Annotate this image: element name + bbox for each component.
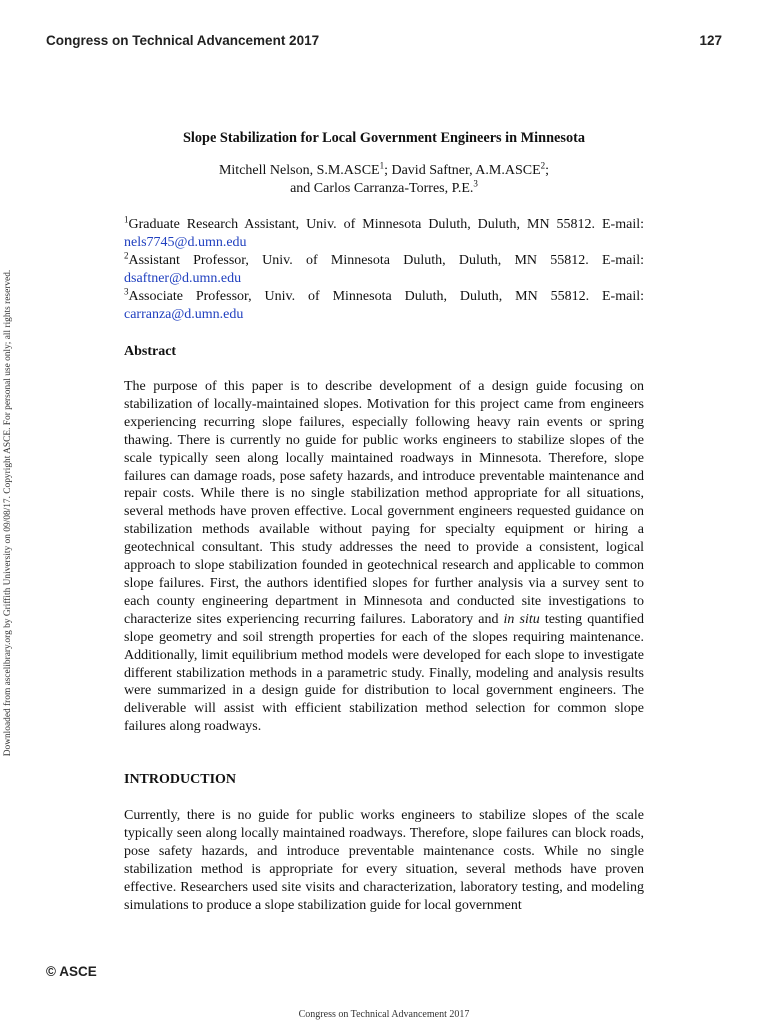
author-1-name: Mitchell Nelson, S.M.ASCE <box>218 163 380 178</box>
affiliation-1-email-link[interactable]: nels7745@d.umn.edu <box>124 235 247 250</box>
author-2-name: ; David Saftner, A.M.ASCE <box>384 163 541 178</box>
author-block <box>124 162 644 198</box>
abstract-body <box>124 378 644 736</box>
affiliation-1 <box>124 216 644 252</box>
paper-title: Slope Stabilization for Local Government Engineers in Minnesota <box>182 130 586 146</box>
affiliations <box>124 216 644 324</box>
author-3-name: and Carlos Carranza-Torres, P.E. <box>290 181 474 196</box>
affiliation-1-text: Graduate Research Assistant, Univ. of Minnesota Duluth, Duluth, MN 55812. E-mail: <box>128 217 644 232</box>
abstract-italic-term: in situ <box>503 611 540 627</box>
author-1-mark: 1 <box>379 160 385 171</box>
introduction-heading: INTRODUCTION <box>124 772 237 787</box>
download-notice-text: Downloaded from ascelibrary.org by Griffith University on 09/08/17. Copyright ASCE. For personal use only; all rights reserved. <box>3 269 13 757</box>
page-number: 127 <box>699 33 722 48</box>
page-header <box>46 33 722 51</box>
author-2-mark: 2 <box>540 160 546 171</box>
abstract-text-2: testing quantified slope geometry and soil strength properties for each of the slopes requiring maintenance. Additionally, limit equilibrium method models were developed for each slope to investigate different stabilization methods in a parametric study. Finally, modeling and analysis results were summarized in a design guide for distribution to local government engineers. The deliverable will assist with efficient stabilization method selection for common slope failures along roadways. <box>124 611 644 735</box>
author-line-2 <box>124 180 644 198</box>
page-footer: Congress on Technical Advancement 2017 <box>298 1009 470 1020</box>
introduction-body: Currently, there is no guide for public works engineers to stabilize slopes of the scale typically seen along locally maintained roadways. Therefore, slope failures can block roads, pose safety hazards, and introduce preventable maintenance costs. While no single stabilization method is appropriate for every situation, several methods have proven effective. Researchers used site visits and characterization, laboratory testing, and modeling simulations to produce a slope stabilization guide for local government <box>124 808 644 913</box>
affiliation-3-mark: 3 <box>124 286 129 297</box>
running-header-conference: Congress on Technical Advancement 2017 <box>46 33 320 48</box>
copyright-mark: © ASCE <box>46 964 97 979</box>
author-separator: ; <box>545 163 550 178</box>
affiliation-2-mark: 2 <box>124 250 129 261</box>
abstract-text-1: The purpose of this paper is to describe development of a design guide focusing on stabilization of locally-maintained slopes. Motivation for this project came from engineers experiencing recurring slope failures, especially following heavy rain events or spring thawing. There is currently no guide for public works engineers to stabilize slopes of the scale typically seen along locally maintained roadways in Minnesota. Therefore, slope failures can damage roads, pose safety hazards, and introduce preventable maintenance and repair costs. While there is no single stabilization method appropriate for all situations, several methods have proven effective. Local government engineers requested guidance on stabilization methods available without paying for specialty equipment or hiring a geotechnical consultant. This study addresses the need to provide a consistent, logical approach to slope stabilization founded in geotechnical research and applicable to common slope failures. First, the authors identified slopes for further analysis via a survey sent to each county engineering department in Minnesota and conducted site investigations to characterize sites experiencing recurring failures. Laboratory and <box>124 379 644 627</box>
affiliation-1-mark: 1 <box>124 214 129 225</box>
affiliation-3-text: Associate Professor, Univ. of Minnesota Duluth, Duluth, MN 55812. E-mail: <box>128 289 644 304</box>
affiliation-2-text: Assistant Professor, Univ. of Minnesota Duluth, Duluth, MN 55812. E-mail: <box>128 253 644 268</box>
affiliation-3 <box>124 288 644 324</box>
download-notice <box>1 243 15 783</box>
affiliation-3-email-link[interactable]: carranza@d.umn.edu <box>124 307 244 322</box>
author-line-1 <box>124 162 644 180</box>
abstract-heading: Abstract <box>124 344 177 359</box>
affiliation-2 <box>124 252 644 288</box>
affiliation-2-email-link[interactable]: dsaftner@d.umn.edu <box>124 271 242 286</box>
author-3-mark: 3 <box>473 178 478 189</box>
